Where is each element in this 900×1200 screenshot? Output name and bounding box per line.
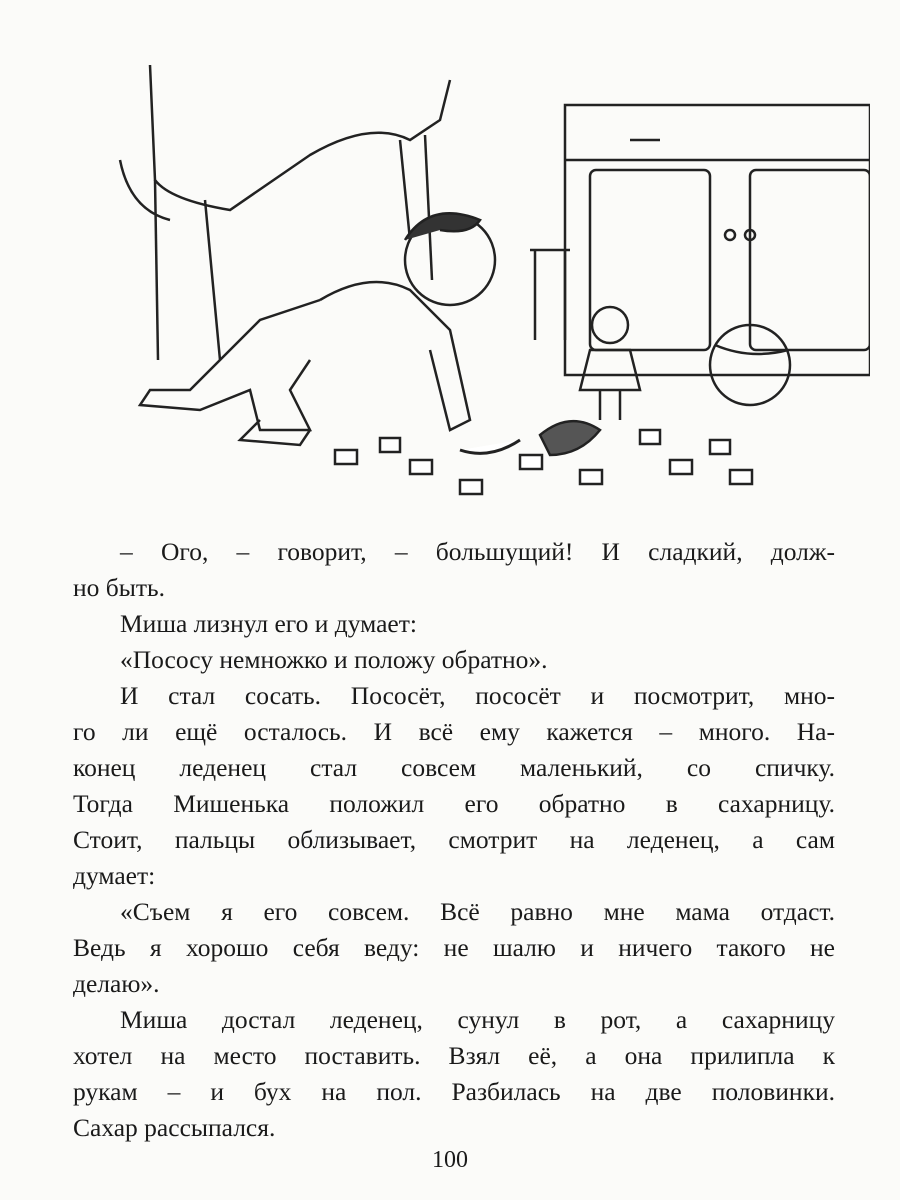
story-illustration — [110, 60, 870, 510]
cabinet-drawing — [530, 105, 870, 375]
text-line: рукам – и бух на пол. Разбилась на две половинки. — [73, 1077, 835, 1106]
text-line: думает: — [73, 861, 156, 890]
text-line: Миша лизнул его и думает: — [120, 609, 417, 638]
text-line: Миша достал леденец, сунул в рот, а сахарницу — [120, 1005, 835, 1034]
text-line: Тогда Мишенька положил его обратно в сахарницу. — [73, 789, 835, 818]
text-line: Стоит, пальцы облизывает, смотрит на леденец, а сам — [73, 825, 835, 854]
text-line: «Съем я его совсем. Всё равно мне мама отдаст. — [120, 897, 835, 926]
text-line: конец леденец стал совсем маленький, со спичку. — [73, 753, 835, 782]
text-line: делаю». — [73, 969, 160, 998]
story-text — [73, 534, 835, 1146]
tablecloth-drawing — [120, 65, 450, 360]
text-line: хотел на место поставить. Взял её, а она прилипла к — [73, 1041, 835, 1070]
text-line: – Ого, – говорит, – большущий! И сладкий, долж- — [120, 537, 835, 566]
text-line: Сахар рассыпался. — [73, 1113, 276, 1142]
boy-drawing — [140, 213, 495, 445]
text-line: Ведь я хорошо себя веду: не шалю и ничего такого не — [73, 933, 835, 962]
sugar-pieces-drawing — [335, 421, 752, 494]
text-line: И стал сосать. Пососёт, пососёт и посмотрит, мно- — [120, 681, 835, 710]
page-number: 100 — [432, 1147, 468, 1173]
text-line: «Пососу немножко и положу обратно». — [120, 645, 548, 674]
text-line: го ли ещё осталось. И всё ему кажется – много. На- — [73, 717, 835, 746]
text-line: но быть. — [73, 573, 166, 602]
